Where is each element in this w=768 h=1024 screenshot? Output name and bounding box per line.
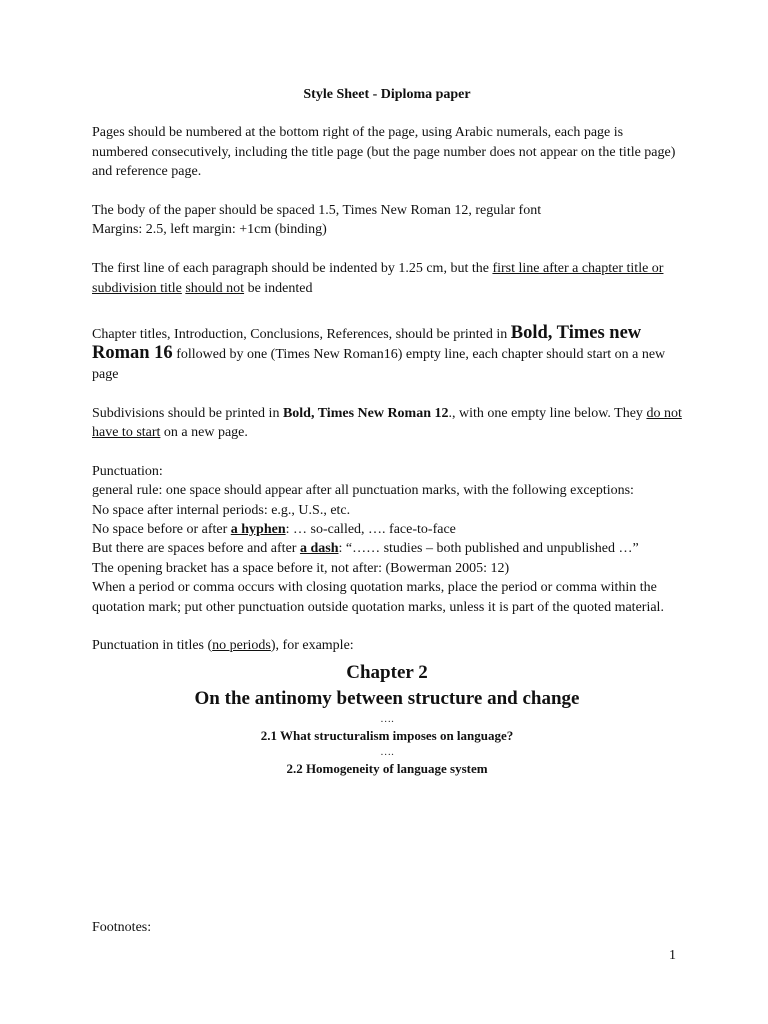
underlined-text: do not have to start	[92, 405, 682, 441]
text-run: But there are spaces before and after	[92, 541, 300, 557]
ellipsis-marker: ….	[380, 712, 394, 725]
paragraph-chapter-titles	[92, 324, 682, 384]
text-run: be indented	[244, 280, 313, 296]
paragraph-page-numbering: Pages should be numbered at the bottom right of the page, using Arabic numerals, each page is numbered consecutively, including the title page (but the page number does not appear on the title page) and reference page.	[92, 125, 676, 180]
underlined-text: no periods	[212, 638, 271, 654]
punctuation-rule: general rule: one space should appear after all punctuation marks, with the following exceptions:	[92, 483, 634, 499]
text-run: : … so-called, …. face-to-face	[285, 522, 456, 538]
punctuation-heading: Punctuation:	[92, 463, 163, 479]
text-run: No space before or after	[92, 522, 231, 538]
example-chapter-number: Chapter 2	[346, 661, 428, 683]
text-run: Chapter titles, Introduction, Conclusions, References, should be printed in	[92, 327, 511, 343]
punctuation-quotes: When a period or comma occurs with closing quotation marks, place the period or comma within the quotation mark; put other punctuation outside quotation marks, unless it is part of the quoted material.	[92, 580, 664, 615]
paragraph-indentation	[92, 259, 682, 298]
text-run: ), for example:	[270, 638, 354, 654]
bold-underlined-text: a hyphen	[230, 522, 286, 538]
text-run: ., with one empty line below. They	[448, 405, 647, 421]
punctuation-periods: No space after internal periods: e.g., U.S., etc.	[92, 502, 351, 518]
text-run: followed by one (Times New Roman16) empty line, each chapter should start on a new page	[92, 347, 666, 382]
example-chapter-title: On the antinomy between structure and change	[194, 687, 580, 709]
body-spacing-line: The body of the paper should be spaced 1.5, Times New Roman 12, regular font	[92, 203, 542, 219]
paragraph-subdivisions	[92, 404, 682, 443]
underlined-text: should not	[185, 280, 245, 296]
page-number: 1	[669, 948, 676, 963]
margins-line: Margins: 2.5, left margin: +1cm (binding)	[92, 222, 327, 238]
ellipsis-marker: ….	[380, 745, 394, 758]
paragraph-titles-punctuation	[92, 636, 682, 655]
text-run: The first line of each paragraph should be indented by 1.25 cm, but the	[92, 261, 493, 277]
paragraph-punctuation	[92, 462, 682, 617]
paragraph-body-spacing	[92, 201, 682, 240]
text-run: on a new page.	[160, 425, 248, 441]
document-page	[92, 85, 682, 778]
bold-text: Bold, Times New Roman 12	[282, 405, 449, 421]
page-title: Style Sheet - Diploma paper	[303, 87, 471, 102]
text-run: : “…… studies – both published and unpublished …”	[338, 541, 639, 557]
punctuation-bracket: The opening bracket has a space before it, not after: (Bowerman 2005: 12)	[92, 560, 510, 576]
bold-underlined-text: a dash	[299, 541, 339, 557]
text-run: Subdivisions should be printed in	[92, 405, 283, 421]
example-subdivision-2: 2.2 Homogeneity of language system	[286, 760, 488, 776]
footnotes-label: Footnotes:	[92, 920, 152, 935]
bold-text: Bold, Times new Roman 16	[92, 323, 642, 364]
text-run: Punctuation in titles (	[92, 638, 213, 654]
example-subdivision-1: 2.1 What structuralism imposes on language?	[260, 727, 514, 743]
underlined-text: first line after a chapter title or subdivision title	[92, 261, 664, 296]
